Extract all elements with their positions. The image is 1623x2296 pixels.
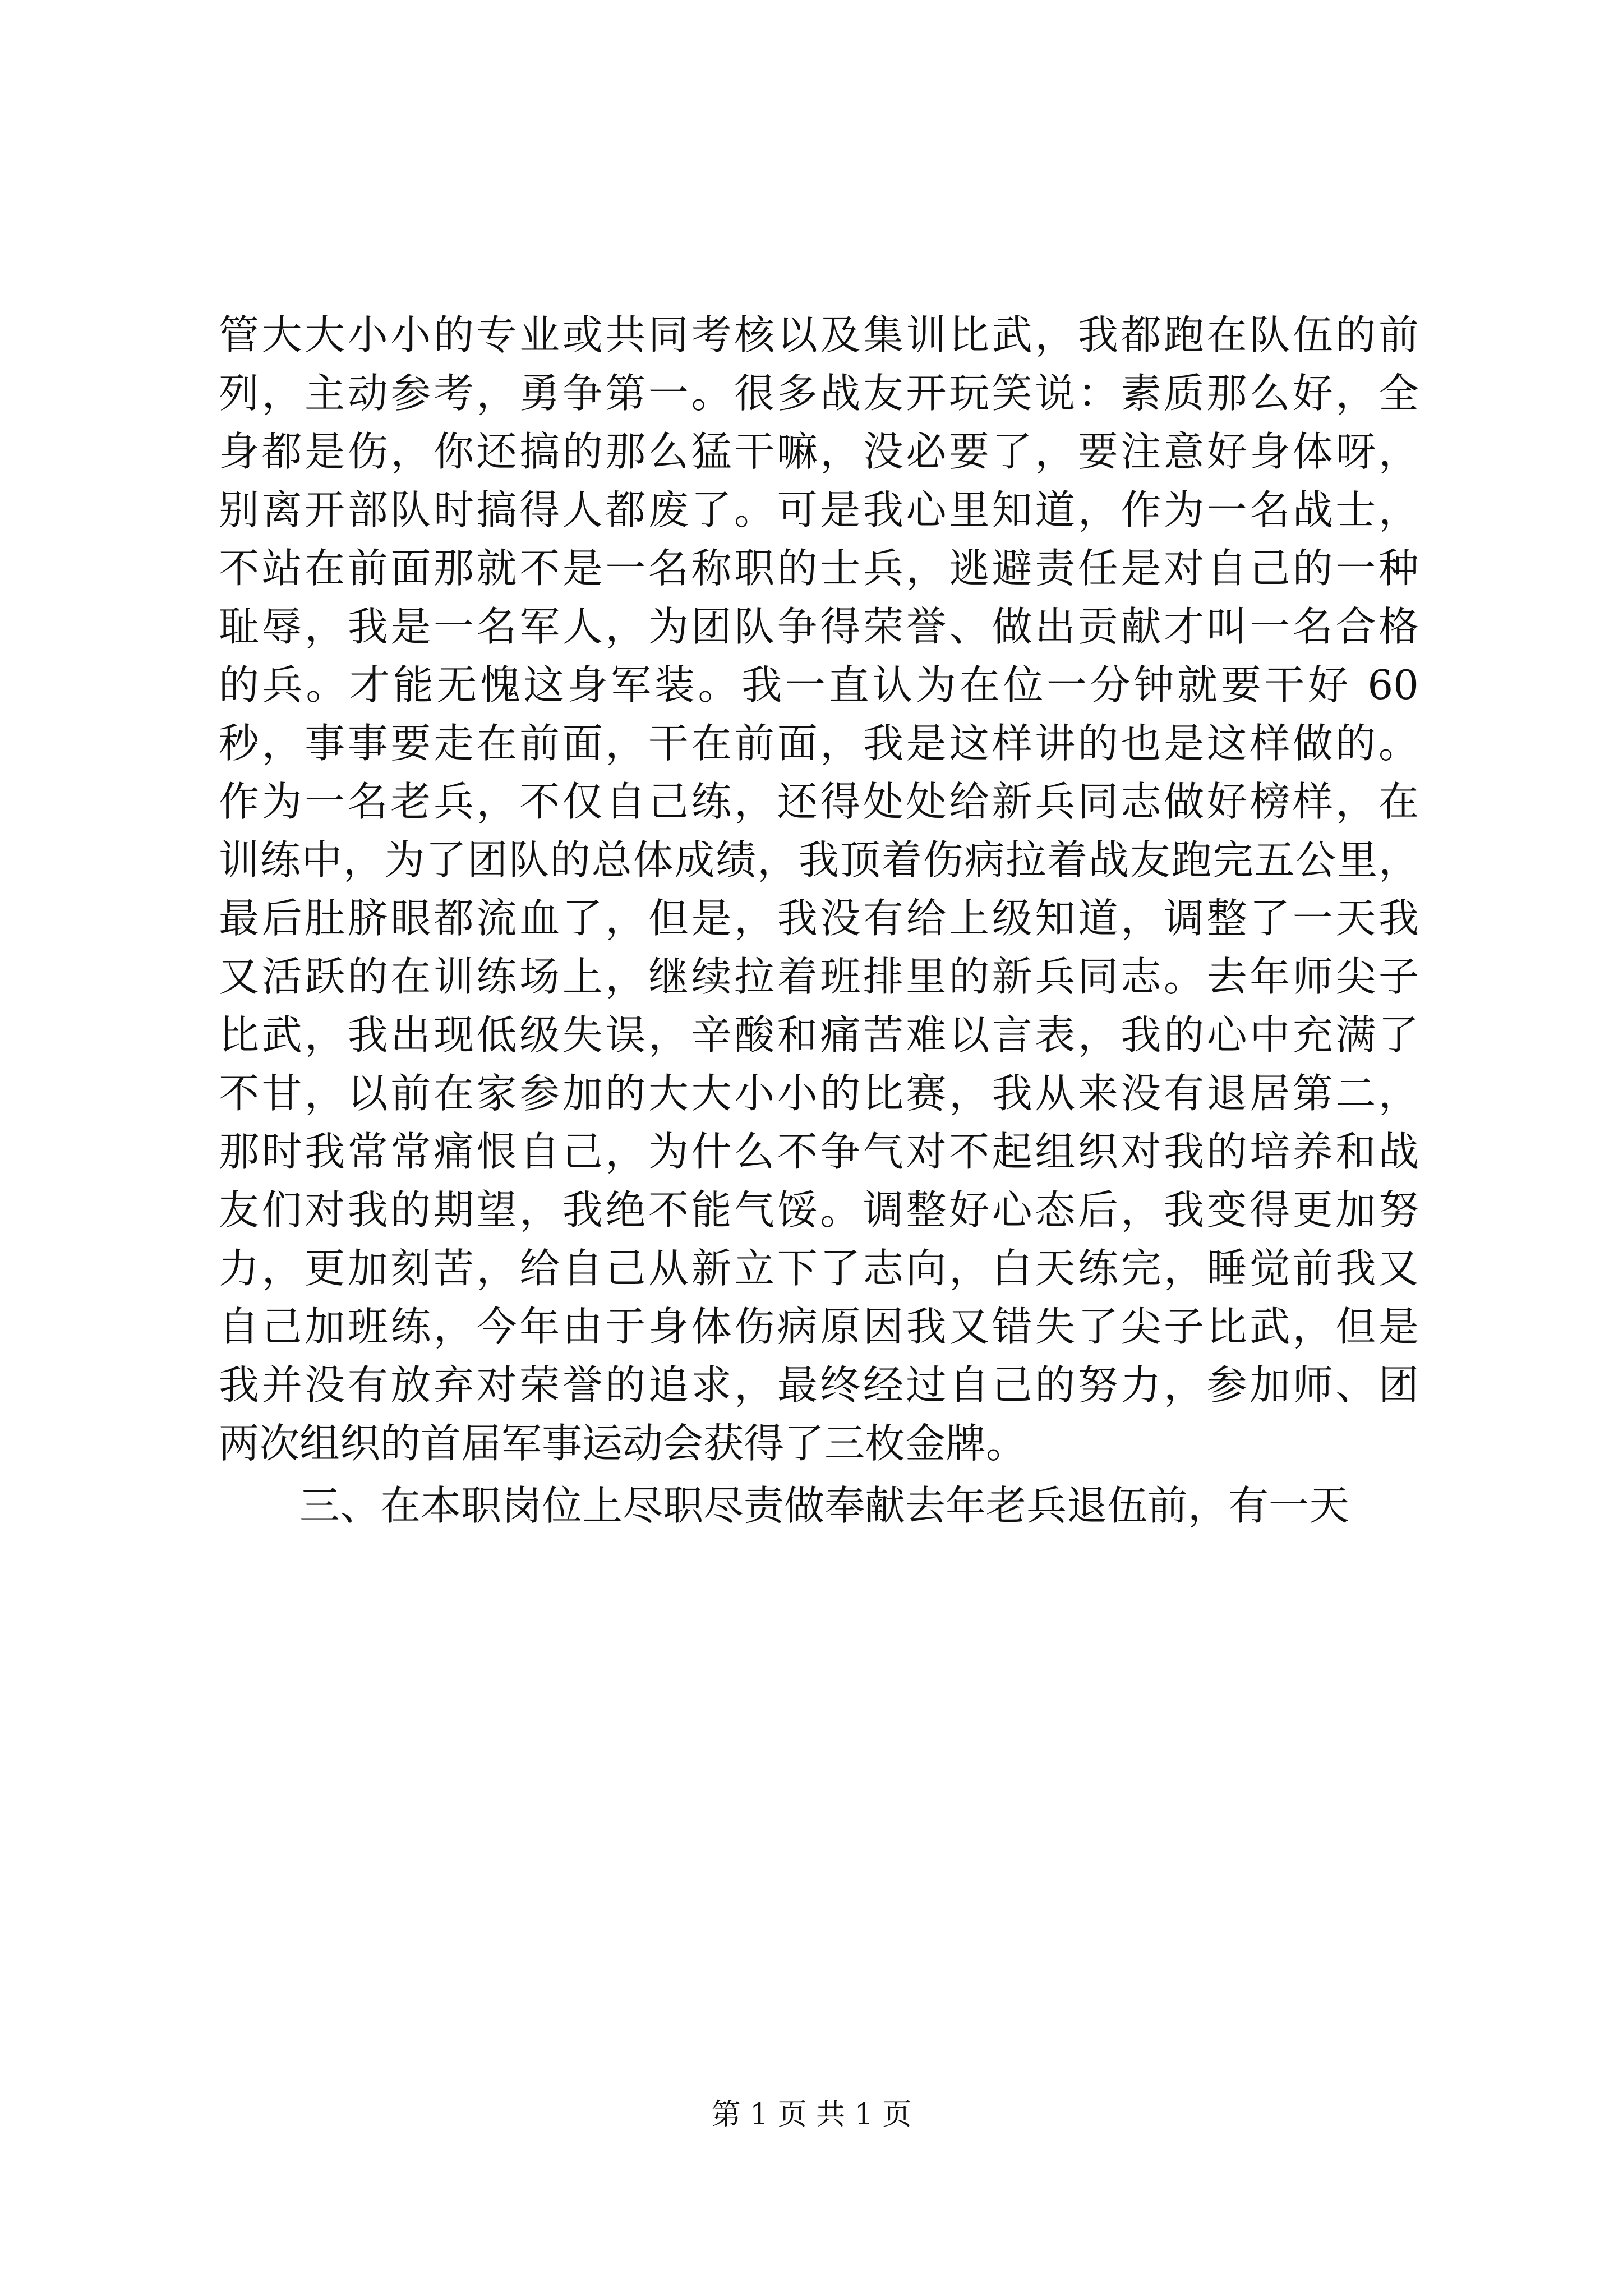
text-line: 又活跃的在训练场上，继续拉着班排里的新兵同志。去年师尖子 — [219, 953, 1419, 1000]
text-line: 力，更加刻苦，给自己从新立下了志向，白天练完，睡觉前我又 — [219, 1245, 1419, 1292]
text-line: 耻辱，我是一名军人，为团队争得荣誉、做出贡献才叫一名合格 — [219, 603, 1419, 650]
page-footer: 第 1 页 共 1 页 — [711, 2098, 912, 2132]
text-line: 自己加班练，今年由于身体伤病原因我又错失了尖子比武，但是 — [219, 1303, 1419, 1350]
text-line: 那时我常常痛恨自己，为什么不争气对不起组织对我的培养和战 — [219, 1128, 1419, 1175]
text-line: 别离开部队时搞得人都废了。可是我心里知道，作为一名战士， — [219, 486, 1419, 533]
text-line: 身都是伤，你还搞的那么猛干嘛，没必要了，要注意好身体呀， — [219, 428, 1419, 475]
document-body — [219, 306, 1419, 1535]
text-line: 我并没有放弃对荣誉的追求，最终经过自己的努力，参加师、团 — [219, 1361, 1419, 1409]
text-line: 作为一名老兵，不仅自己练，还得处处给新兵同志做好榜样，在 — [219, 778, 1419, 825]
text-line: 不甘，以前在家参加的大大小小的比赛，我从来没有退居第二， — [219, 1070, 1419, 1117]
section-heading-line: 三、在本职岗位上尽职尽责做奉献去年老兵退伍前，有一天 — [299, 1482, 1350, 1529]
text-line: 管大大小小的专业或共同考核以及集训比武，我都跑在队伍的前 — [219, 311, 1419, 358]
text-line: 的兵。才能无愧这身军装。我一直认为在位一分钟就要干好 60 — [219, 661, 1419, 708]
text-line: 友们对我的期望，我绝不能气馁。调整好心态后，我变得更加努 — [219, 1186, 1419, 1234]
text-line: 比武，我出现低级失误，辛酸和痛苦难以言表，我的心中充满了 — [219, 1011, 1419, 1059]
text-line: 不站在前面那就不是一名称职的士兵，逃避责任是对自己的一种 — [219, 545, 1419, 592]
paragraph-last-line: 两次组织的首届军事运动会获得了三枚金牌。 — [219, 1420, 1027, 1467]
text-line: 秒，事事要走在前面，干在前面，我是这样讲的也是这样做的。 — [219, 720, 1419, 767]
text-line: 最后肚脐眼都流血了，但是，我没有给上级知道，调整了一天我 — [219, 895, 1419, 942]
text-line: 训练中，为了团队的总体成绩，我顶着伤病拉着战友跑完五公里， — [219, 836, 1419, 884]
text-line: 列，主动参考，勇争第一。很多战友开玩笑说：素质那么好，全 — [219, 370, 1419, 417]
